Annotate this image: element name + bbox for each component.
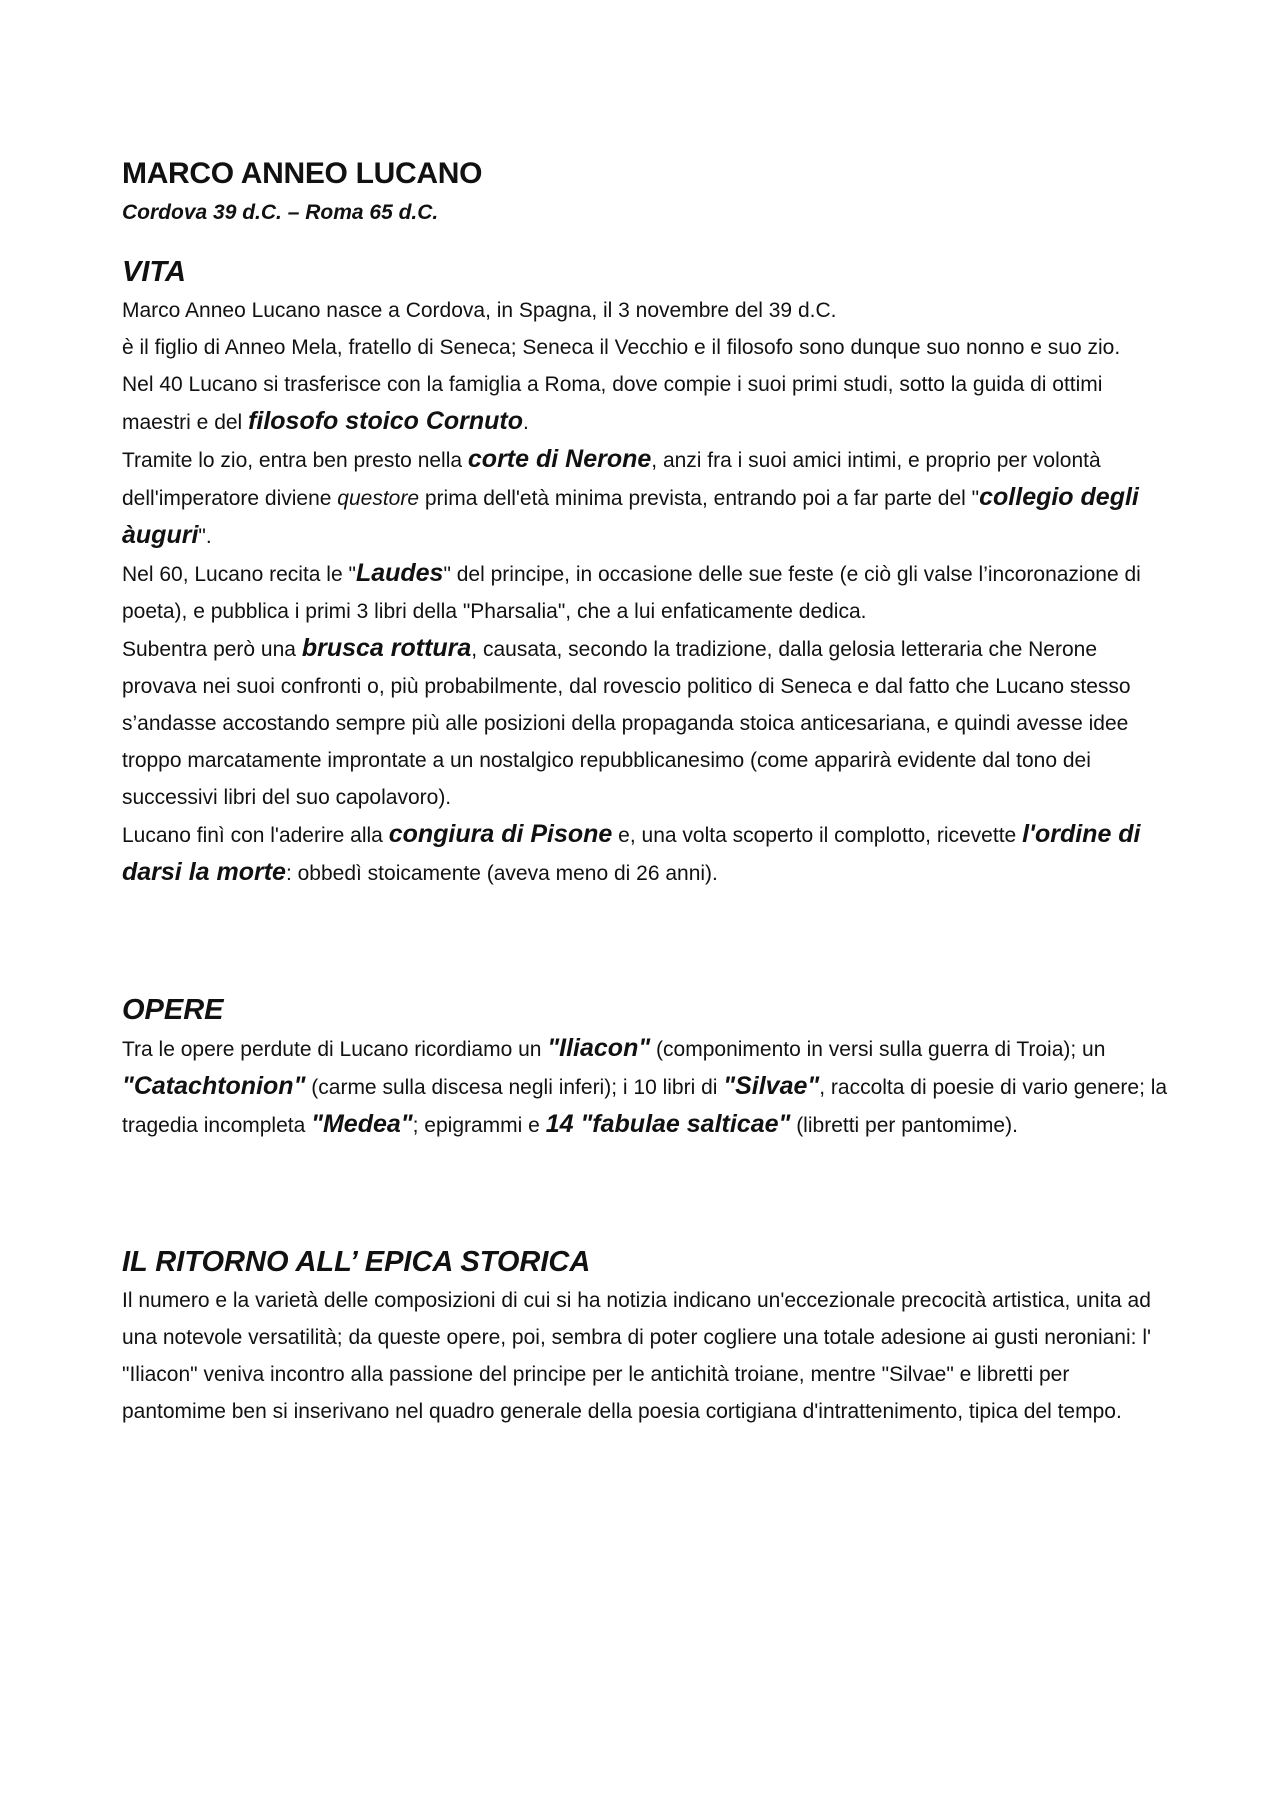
section-heading: OPERE <box>122 994 224 1026</box>
text-run: Subentra però una <box>122 638 302 661</box>
document-subtitle: Cordova 39 d.C. – Roma 65 d.C. <box>122 201 439 224</box>
highlighted-term: Laudes <box>355 559 444 587</box>
section-spacer <box>122 1144 1172 1242</box>
text-run: . <box>523 411 529 434</box>
paragraph <box>122 441 1172 555</box>
text-run: Marco Anneo Lucano nasce a Cordova, in Spagna, il 3 novembre del 39 d.C. <box>122 299 837 322</box>
section-body <box>122 1030 1172 1144</box>
text-run: ; epigrammi e <box>412 1114 546 1137</box>
paragraph <box>122 1282 1172 1430</box>
highlighted-term: 14 "fabulae salticae" <box>545 1110 791 1138</box>
section-epica-storica <box>122 1242 1172 1430</box>
text-run: " del principe, in occasione delle sue feste (e ciò gli valse l’incoronazione di poeta), e pubblica i primi 3 libri della "Pharsalia", che a lui enfaticamente dedica. <box>122 563 1141 623</box>
section-body <box>122 292 1172 892</box>
text-run: , causata, secondo la tradizione, dalla gelosia letteraria che Nerone provava nei suoi confronti o, più probabilmente, dal rovescio politico di Seneca e dal fatto che Lucano stesso s’andasse accostando sempre più alle posizioni della propaganda stoica anticesariana, e quindi avesse idee troppo marcatamente improntate a un nostalgico repubblicanesimo (come apparirà evidente dal tono dei successivi libri del suo capolavoro). <box>122 638 1131 809</box>
paragraph <box>122 366 1172 441</box>
highlighted-term: "Catachtonion" <box>122 1072 306 1100</box>
text-run: Lucano finì con l'aderire alla <box>122 824 389 847</box>
highlighted-term: brusca rottura <box>301 634 472 662</box>
paragraph <box>122 1030 1172 1144</box>
highlighted-term: l'ordine di darsi la morte <box>122 820 1141 886</box>
text-run: , anzi fra i suoi amici intimi, e proprio per volontà dell'imperatore diviene <box>122 449 1101 510</box>
paragraph <box>122 630 1172 816</box>
paragraph <box>122 329 1172 366</box>
paragraph <box>122 555 1172 630</box>
text-run: Nel 40 Lucano si trasferisce con la famiglia a Roma, dove compie i suoi primi studi, sotto la guida di ottimi maestri e del <box>122 373 1103 434</box>
highlighted-term: "Medea" <box>311 1110 413 1138</box>
text-run: (carme sulla discesa negli inferi); i 10 libri di <box>305 1076 724 1099</box>
highlighted-term: "Silvae" <box>723 1072 820 1100</box>
italic-term: questore <box>337 487 420 510</box>
text-run: , raccolta di poesie di vario genere; la tragedia incompleta <box>122 1076 1168 1137</box>
text-run: prima dell'età minima prevista, entrando poi a far parte del " <box>419 487 980 510</box>
highlighted-term: corte di Nerone <box>467 445 652 473</box>
section-body <box>122 1282 1172 1430</box>
text-run: è il figlio di Anneo Mela, fratello di Seneca; Seneca il Vecchio e il filosofo sono dunque suo nonno e suo zio. <box>122 336 1121 359</box>
highlighted-term: filosofo stoico Cornuto <box>248 407 524 435</box>
text-run: (componimento in versi sulla guerra di Troia); un <box>650 1038 1106 1061</box>
text-run: : obbedì stoicamente (aveva meno di 26 anni). <box>285 862 718 885</box>
highlighted-term: collegio degli àuguri <box>122 483 1139 549</box>
highlighted-term: congiura di Pisone <box>388 820 613 848</box>
document-title: MARCO ANNEO LUCANO <box>122 157 483 190</box>
section-opere <box>122 990 1172 1144</box>
text-run: ". <box>198 525 212 548</box>
text-run: Tramite lo zio, entra ben presto nella <box>122 449 468 472</box>
section-spacer <box>122 892 1172 990</box>
section-vita <box>122 252 1172 892</box>
paragraph <box>122 816 1172 892</box>
text-run: Il numero e la varietà delle composizioni di cui si ha notizia indicano un'eccezionale precocità artistica, unita ad una notevole versatilità; da queste opere, poi, sembra di poter cogliere una totale adesione ai gusti neroniani: l' "Iliacon" veniva incontro alla passione del principe per le antichità troiane, mentre "Silvae" e libretti per pantomime ben si inserivano nel quadro generale della poesia cortigiana d'intrattenimento, tipica del tempo. <box>122 1289 1151 1423</box>
text-run: Nel 60, Lucano recita le " <box>122 563 356 586</box>
section-heading: IL RITORNO ALL’ EPICA STORICA <box>122 1246 591 1278</box>
text-run: Tra le opere perdute di Lucano ricordiamo un <box>122 1038 548 1061</box>
highlighted-term: "Iliacon" <box>547 1034 651 1062</box>
paragraph <box>122 292 1172 329</box>
document-content <box>122 150 1172 1430</box>
text-run: (libretti per pantomime). <box>790 1114 1018 1137</box>
section-heading: VITA <box>122 256 186 288</box>
text-run: e, una volta scoperto il complotto, ricevette <box>612 824 1023 847</box>
